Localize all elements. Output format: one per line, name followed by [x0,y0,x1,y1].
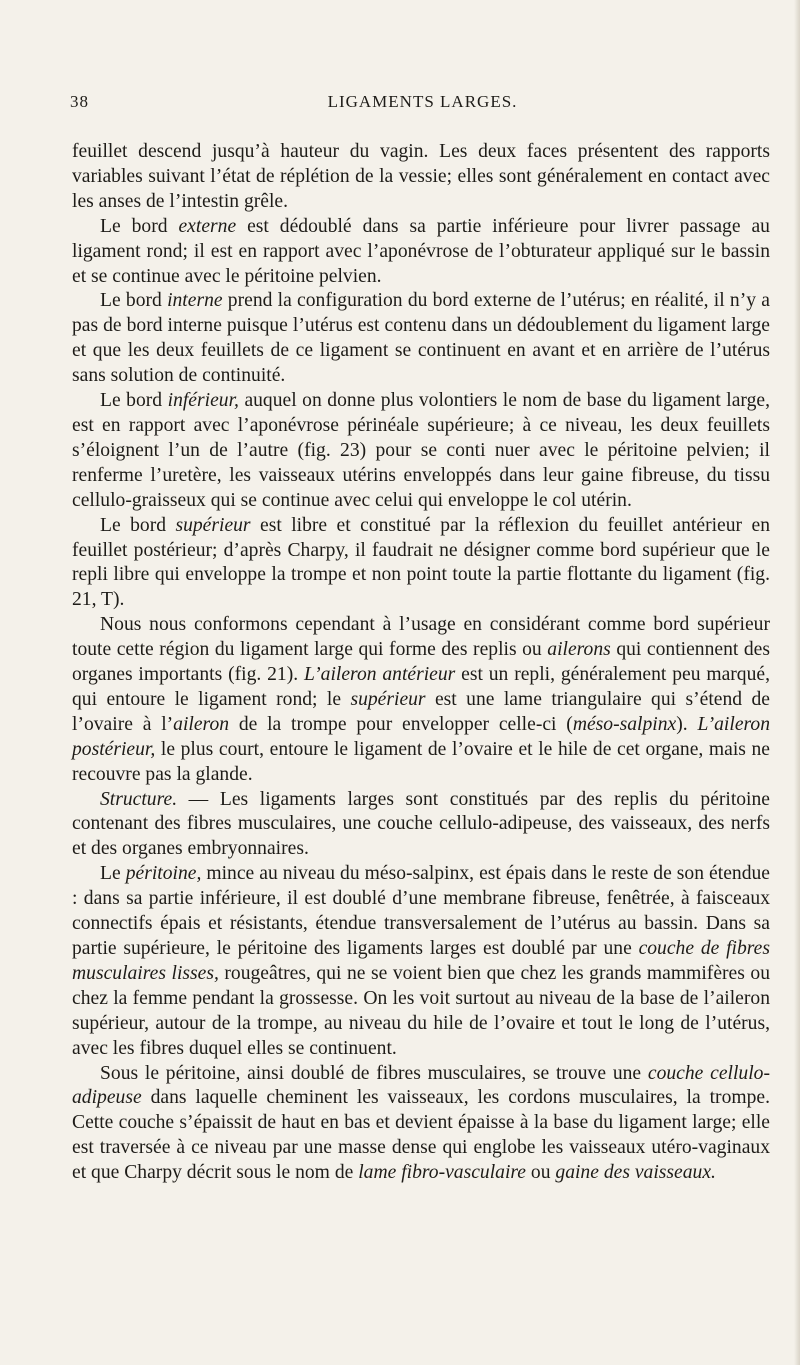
page-number: 38 [70,92,89,111]
text-run: feuillet descend jusqu’à hauteur du vagin. Les deux faces présentent des rapports variables suivant l’état de réplétion de la vessie; elles sont généralement en contact avec les anses de l’intestin grêle. [72,141,770,212]
paragraph [72,289,770,389]
text-run: ). [676,713,698,735]
text-run: est une lame triangulaire qui s’étend de l’ovaire à l’ [72,688,770,735]
text-run: — Les ligaments larges sont constitués par des replis du péritoine contenant des fibres musculaires, une couche cellulo-adipeuse, des vaisseaux, des nerfs et des organes embryonnaires. [72,788,770,860]
paragraph [72,514,770,614]
paragraph [72,215,770,290]
italic-term: Structure. [100,788,178,810]
text-run: Le [100,863,126,885]
italic-term: couche cellulo-adipeuse [72,1062,770,1109]
italic-term: couche de fibres musculaires lisses, [72,938,770,984]
text-run: dans laquelle cheminent les vaisseaux, les cordons musculaires, la trompe. Cette couche s’épaissit de haut en bas et devient épaisse à la base du ligament large; elle est traversée à ce niveau par une masse dense qui englobe les vaisseaux utéro-vaginaux et que Charpy décrit sous le nom de [72,1087,770,1184]
body-text [72,140,770,1186]
text-run: le plus court, entoure le ligament de l’ovaire et le hile de cet organe, mais ne recouvre pas la glande. [72,738,770,785]
text-run: qui contiennent des organes importants (fig. 21). [72,639,770,686]
text-run: est libre et constitué par la réflexion du feuillet antérieur en feuillet postérieur; d’après Charpy, il faudrait ne désigner comme bord supérieur que le repli libre qui enveloppe la trompe et non point toute la partie flottante du ligament (fig. 21, T). [72,514,770,611]
italic-term: gaine des vaisseaux. [555,1162,716,1184]
text-run: Nous nous conformons cependant à l’usage en considérant comme bord supérieur toute cette région du ligament large qui forme des replis ou [72,614,770,661]
italic-term: supérieur [175,514,251,536]
italic-term: L’aileron postérieur, [72,713,771,760]
text-run: est dédoublé dans sa partie inférieure pour livrer passage au ligament rond; il est en rapport avec l’aponévrose de l’obturateur appliqué sur le bassin et se continue avec le péritoine pelvien. [72,215,770,287]
paragraph [72,389,770,514]
text-run: prend la configuration du bord externe de l’utérus; en réalité, il n’y a pas de bord interne puisque l’utérus est contenu dans un dédoublement du ligament large et que les deux feuillets de ce ligament se continuent en avant et en arrière de l’utérus sans solution de continuité. [72,290,770,387]
running-header [70,92,775,118]
page-edge-shadow [794,0,800,1365]
text-run: de la trompe pour envelopper celle-ci ( [229,713,573,735]
paragraph [72,788,770,863]
text-run: est un repli, généralement peu marqué, qui entoure le ligament rond; le [72,664,770,710]
text-run: Le bord [100,390,168,412]
text-run: auquel on donne plus volontiers le nom de base du ligament large, est en rapport avec l’aponévrose périnéale supérieure; à ce niveau, les deux feuillets s’éloignent l’un de l’autre (fig. 23) pour se conti nuer avec le péritoine pelvien; il renferme l’uretère, les vaisseaux utérins enveloppés dans leur gaine fibreuse, du tissu cellulo-graisseux qui se continue avec celui qui enveloppe le col utérin. [72,390,770,511]
italic-term: inférieur, [167,390,239,412]
italic-term: aileron [173,713,230,735]
italic-term: méso-salpinx [572,713,677,735]
running-title: LIGAMENTS LARGES. [327,92,518,111]
text-run: Le bord [100,514,176,536]
text-run: ou [526,1162,556,1184]
paragraph [72,140,770,215]
text-run: rougeâtres, qui ne se voient bien que chez les grands mammifères ou chez la femme pendant la grossesse. On les voit surtout au niveau de la base de l’aileron supérieur, autour de la trompe, au niveau du hile de l’ovaire et tout le long de l’utérus, avec les fibres duquel elles se continuent. [72,962,770,1059]
paragraph [72,1062,770,1187]
text-run: Sous le péritoine, ainsi doublé de fibres musculaires, se trouve une [100,1062,648,1084]
text-run: Le bord [100,290,168,312]
italic-term: supérieur [350,688,426,710]
italic-term: péritoine, [125,863,202,885]
italic-term: ailerons [547,639,611,661]
paragraph [72,613,770,787]
text-run: mince au niveau du méso-salpinx, est épais dans le reste de son étendue : dans sa partie inférieure, il est doublé d’une membrane fibreuse, fenêtrée, à faisceaux connectifs épais et résistants, étendue transversalement de l’utérus au bassin. Dans sa partie supérieure, le péritoine des ligaments larges est doublé par une [72,863,770,959]
italic-term: externe [178,215,237,237]
italic-term: L’aileron antérieur [303,664,456,686]
paragraph [72,862,770,1061]
italic-term: interne [167,290,223,312]
italic-term: lame fibro-vasculaire [358,1162,526,1184]
text-run: Le bord [100,215,179,237]
